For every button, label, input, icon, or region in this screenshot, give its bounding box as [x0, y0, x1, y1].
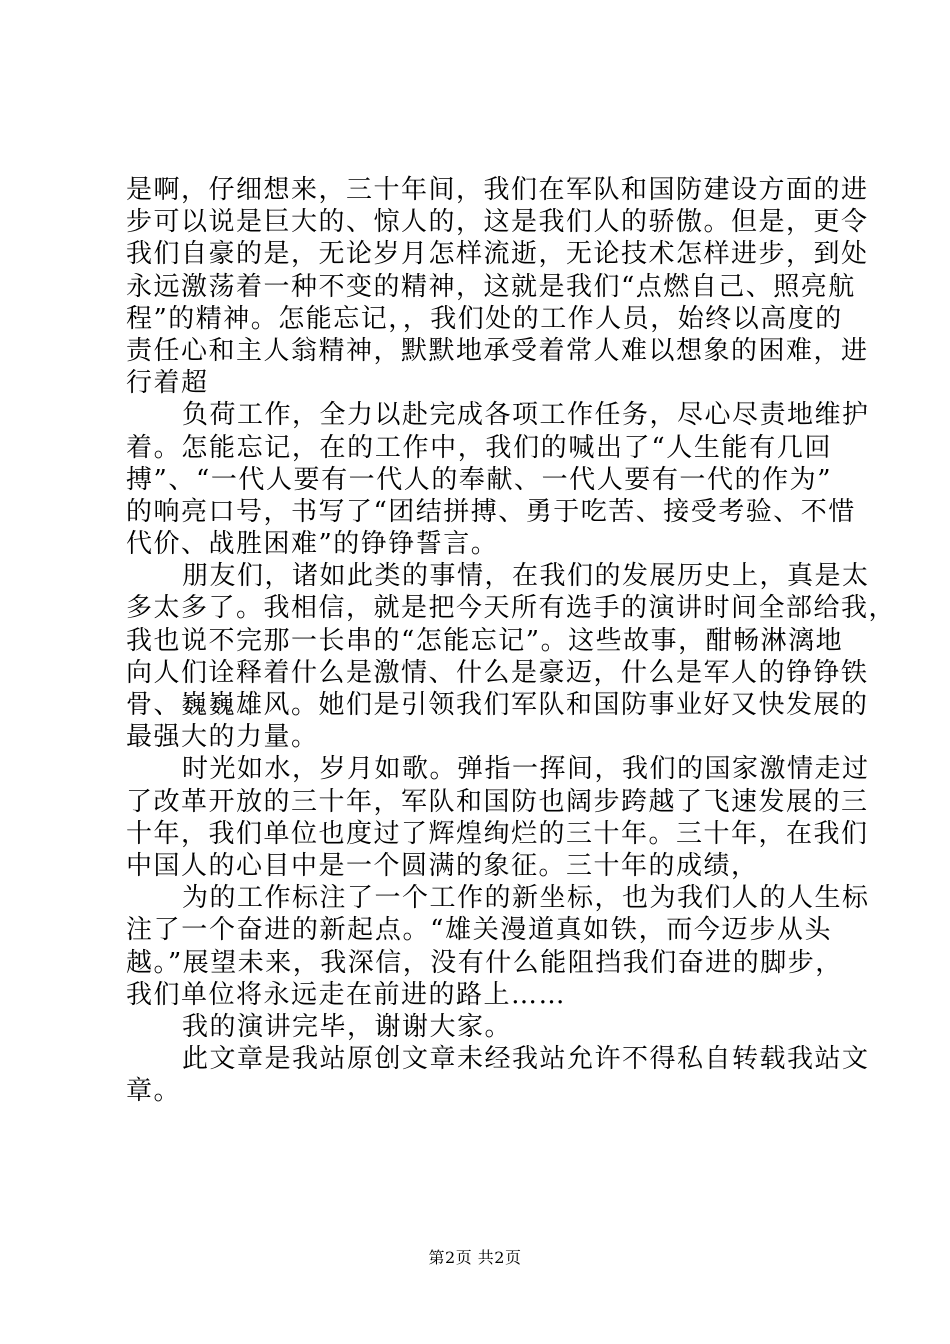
paragraph-line: 朋友们，诸如此类的事情，在我们的发展历史上，真是太 — [182, 561, 870, 592]
paragraph-line: 我也说不完那一长串的“怎能忘记”。这些故事，酣畅淋漓地 — [126, 625, 844, 656]
paragraph-line: 时光如水，岁月如歌。弹指一挥间，我们的国家激情走过 — [182, 754, 870, 785]
paragraph — [126, 1043, 870, 1107]
paragraph — [126, 560, 897, 753]
paragraph — [126, 1011, 832, 1043]
paragraph-line: 中国人的心目中是一个圆满的象征。三十年的成绩， — [126, 850, 759, 881]
paragraph-line: 我们自豪的是，无论岁月怎样流逝，无论技术怎样进步，到处 — [126, 239, 869, 270]
paragraph-line: 着。怎能忘记，在的工作中，我们的喊出了“人生能有几回 — [126, 432, 832, 463]
paragraph-line: 向人们诠释着什么是激情、什么是豪迈，什么是军人的铮铮铁 — [126, 657, 869, 688]
paragraph-line: 我的演讲完毕，谢谢大家。 — [182, 1011, 513, 1042]
paragraph — [126, 882, 870, 1011]
paragraph-line: 行着超 — [126, 368, 209, 399]
paragraph-line: 此文章是我站原创文章未经我站允许不得私自转载我站文 — [182, 1044, 870, 1075]
paragraph-line: 为的工作标注了一个工作的新坐标，也为我们人的人生标 — [182, 883, 870, 914]
paragraph-line: 注了一个奋进的新起点。“雄关漫道真如铁，而今迈步从头 — [126, 915, 832, 946]
paragraph — [126, 174, 869, 399]
paragraph-line: 越。”展望未来，我深信，没有什么能阻挡我们奋进的脚步， — [126, 947, 843, 978]
paragraph — [126, 399, 870, 560]
paragraph — [126, 753, 870, 882]
paragraph-line: 多太多了。我相信，就是把今天所有选手的演讲时间全部给我， — [126, 593, 897, 624]
paragraph-line: 程”的精神。怎能忘记，，我们处的工作人员，始终以高度的 — [126, 303, 843, 334]
paragraph-line: 代价、战胜困难”的铮铮誓言。 — [126, 529, 499, 560]
paragraph-line: 十年，我们单位也度过了辉煌绚烂的三十年。三十年，在我们 — [126, 818, 869, 849]
paragraph-line: 最强大的力量。 — [126, 722, 319, 753]
page-footer: 第2页 共2页 — [428, 1248, 522, 1267]
paragraph-line: 的响亮口号，书写了“团结拼搏、勇于吃苦、接受考验、不惜 — [126, 496, 856, 527]
paragraph-line: 我们单位将永远走在前进的路上…… — [126, 979, 567, 1010]
paragraph-line: 章。 — [126, 1076, 182, 1107]
paragraph-line: 永远激荡着一种不变的精神，这就是我们“点燃自己、照亮航 — [126, 271, 856, 302]
paragraph-line: 是啊，仔细想来，三十年间，我们在军队和国防建设方面的进 — [126, 175, 869, 205]
paragraph-line: 了改革开放的三十年，军队和国防也阔步跨越了飞速发展的三 — [126, 786, 869, 817]
document-body — [126, 174, 897, 1107]
paragraph-line: 搏”、“一代人要有一代人的奉献、一代人要有一代的作为” — [126, 464, 832, 495]
paragraph-line: 步可以说是巨大的、惊人的，这是我们人的骄傲。但是，更令 — [126, 207, 869, 238]
paragraph-line: 负荷工作，全力以赴完成各项工作任务，尽心尽责地维护 — [182, 400, 870, 431]
paragraph-line: 责任心和主人翁精神，默默地承受着常人难以想象的困难，进 — [126, 335, 869, 366]
paragraph-line: 骨、巍巍雄风。她们是引领我们军队和国防事业好又快发展的 — [126, 690, 869, 720]
